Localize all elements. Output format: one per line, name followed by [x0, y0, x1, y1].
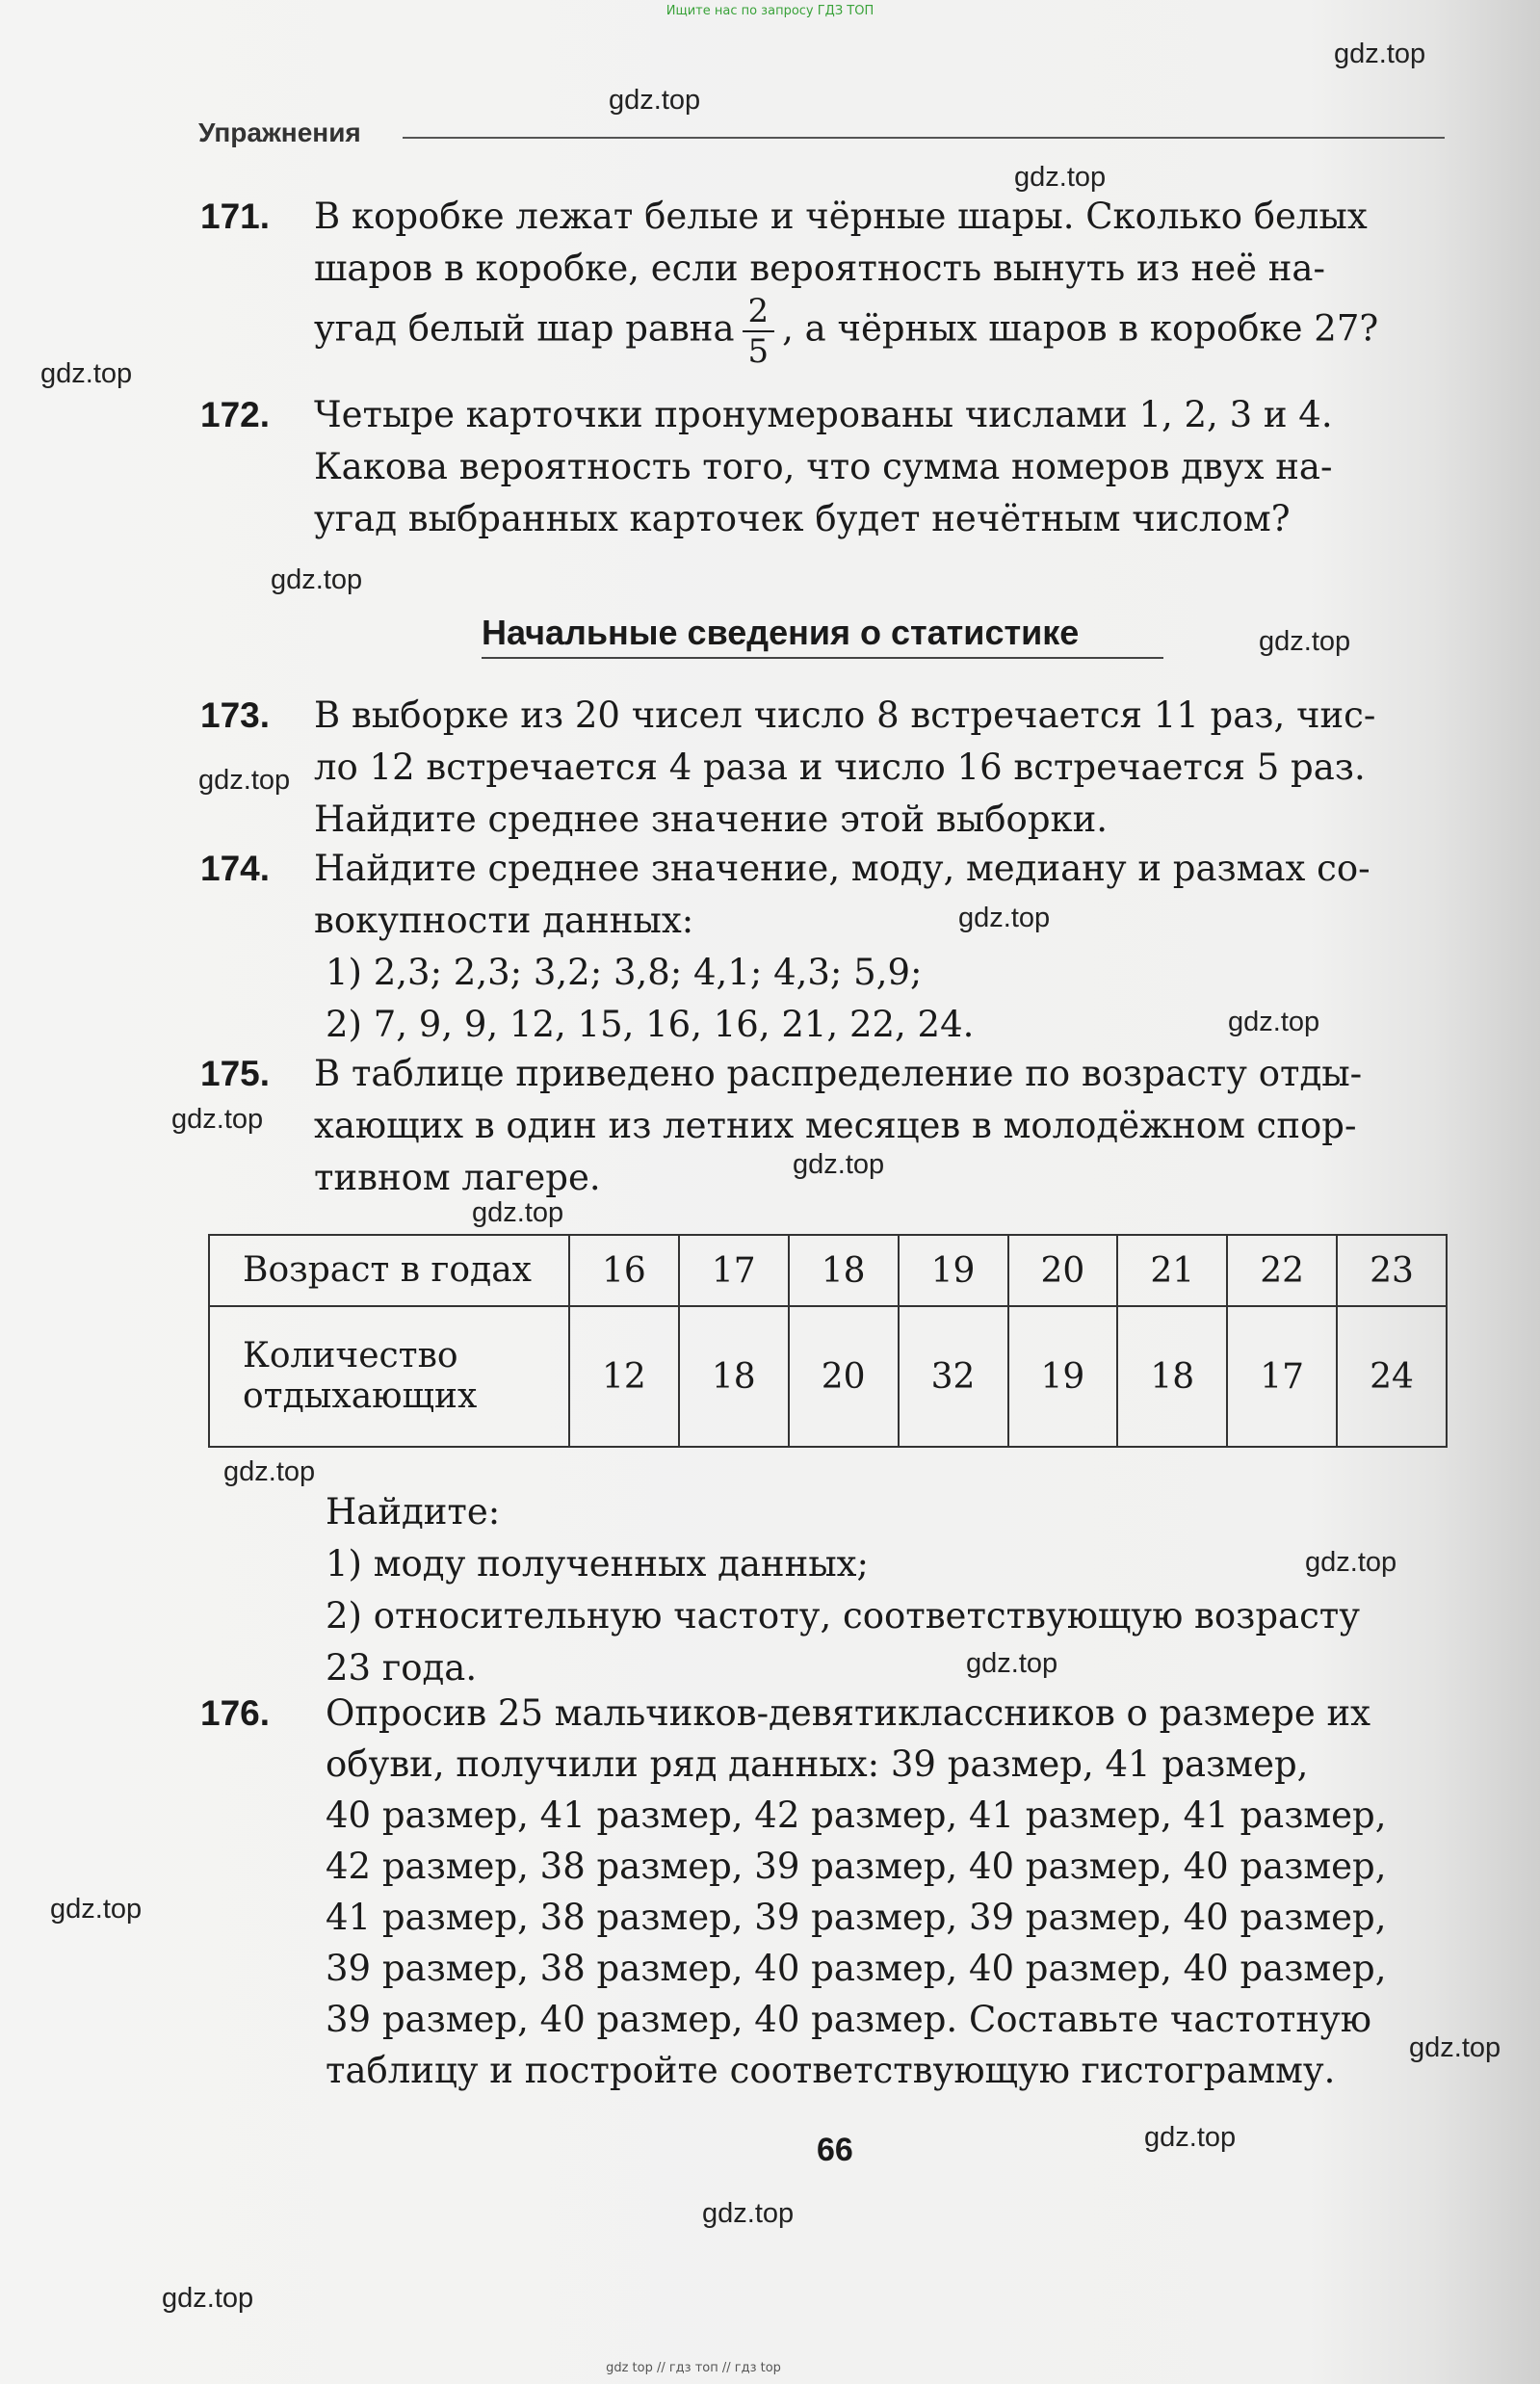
exercise-text-line: хающих в один из летних месяцев в молодёжном спор-	[314, 1105, 1357, 1146]
exercise-172	[200, 389, 1452, 545]
exercise-text-line: 39 размер, 38 размер, 40 размер, 40 размер, 40 размер,	[326, 1948, 1387, 1989]
watermark: gdz.top	[472, 1197, 564, 1228]
exercise-item: 2) 7, 9, 9, 12, 15, 16, 16, 21, 22, 24.	[326, 1004, 975, 1045]
exercise-175	[200, 1048, 1452, 1204]
exercise-text-line: 42 размер, 38 размер, 39 размер, 40 размер, 40 размер,	[326, 1846, 1387, 1887]
table-cell-count: 17	[1227, 1306, 1337, 1447]
top-banner: Ищите нас по запросу ГДЗ ТОП	[666, 4, 874, 18]
exercise-number: 174.	[200, 849, 271, 888]
exercise-text-line: таблицу и постройте соответствующую гистограмму.	[326, 2050, 1336, 2091]
exercise-text-line: угад выбранных карточек будет нечётным числом?	[314, 498, 1291, 539]
watermark: gdz.top	[1144, 2122, 1237, 2153]
watermark: gdz.top	[223, 1456, 316, 1487]
table-cell-age: 21	[1117, 1235, 1227, 1306]
exercise-text-line: Найдите среднее значение, моду, медиану и размах со-	[314, 848, 1370, 889]
exercise-176	[200, 1688, 1452, 2096]
section-title: Начальные сведения о статистике	[482, 613, 1080, 652]
row-header-age: Возраст в годах	[209, 1235, 569, 1306]
table-cell-age: 20	[1008, 1235, 1118, 1306]
exercise-text-line	[314, 292, 1452, 371]
table-cell-count: 12	[569, 1306, 679, 1447]
table-cell-count: 18	[679, 1306, 789, 1447]
table-cell-count: 20	[789, 1306, 899, 1447]
watermark: gdz.top	[966, 1648, 1058, 1679]
exercise-text-line: Найдите:	[326, 1491, 501, 1533]
exercise-175-tasks	[200, 1486, 1452, 1694]
page-number: 66	[817, 2132, 853, 2168]
watermark: gdz.top	[1305, 1547, 1397, 1578]
table-cell-count: 24	[1337, 1306, 1447, 1447]
watermark: gdz.top	[1014, 162, 1107, 193]
exercise-text-line: 41 размер, 38 размер, 39 размер, 39 размер, 40 размер,	[326, 1897, 1387, 1938]
exercise-number: 173.	[200, 695, 271, 735]
row-header-count-line: Количество	[243, 1336, 458, 1376]
exercise-text-line: шаров в коробке, если вероятность вынуть из неё на-	[314, 248, 1325, 289]
watermark: gdz.top	[1409, 2032, 1501, 2063]
exercise-text-line: В выборке из 20 чисел число 8 встречается 11 раз, чис-	[314, 694, 1376, 736]
table-cell-age: 16	[569, 1235, 679, 1306]
exercise-number: 172.	[200, 395, 271, 434]
exercise-174	[200, 843, 1452, 1051]
table-row-counts	[209, 1306, 1447, 1447]
fraction	[743, 292, 775, 371]
exercise-text-line: Найдите среднее значение этой выборки.	[314, 799, 1109, 840]
table-cell-age: 22	[1227, 1235, 1337, 1306]
text-fragment: , а чёрных шаров в коробке 27?	[782, 307, 1379, 350]
watermark: gdz.top	[271, 564, 363, 595]
table-cell-count: 18	[1117, 1306, 1227, 1447]
section-header-label: Упражнения	[198, 118, 361, 147]
watermark: gdz.top	[1334, 39, 1426, 69]
exercise-item: 2) относительную частоту, соответствующую возрасту	[326, 1595, 1361, 1637]
row-header-count	[209, 1306, 569, 1447]
exercise-text-line: В таблице приведено распределение по возрасту отды-	[314, 1053, 1363, 1094]
watermark: gdz.top	[1259, 626, 1351, 657]
table-row-ages	[209, 1235, 1447, 1306]
exercise-number: 175.	[200, 1054, 271, 1093]
watermark: gdz.top	[198, 765, 291, 796]
exercise-text-line: ло 12 встречается 4 раза и число 16 встречается 5 раз.	[314, 747, 1366, 788]
exercise-item: 1) моду полученных данных;	[326, 1543, 870, 1585]
age-distribution-table	[208, 1234, 1448, 1448]
exercise-text-line: тивном лагере.	[314, 1157, 601, 1198]
exercise-text-line: 39 размер, 40 размер, 40 размер. Составьте частотную	[326, 1999, 1371, 2040]
section-rule	[482, 657, 1163, 659]
watermark: gdz.top	[793, 1149, 885, 1180]
exercise-text-line: Четыре карточки пронумерованы числами 1, 2, 3 и 4.	[314, 394, 1333, 435]
exercise-text-line: 40 размер, 41 размер, 42 размер, 41 размер, 41 размер,	[326, 1795, 1387, 1836]
fraction-numerator: 2	[743, 295, 775, 332]
table-cell-count: 19	[1008, 1306, 1118, 1447]
table-cell-age: 19	[899, 1235, 1008, 1306]
exercise-item: 23 года.	[326, 1647, 478, 1689]
exercise-text-line: Какова вероятность того, что сумма номеров двух на-	[314, 446, 1333, 487]
watermark: gdz.top	[50, 1894, 143, 1925]
row-header-count-line: отдыхающих	[243, 1376, 478, 1417]
watermark: gdz.top	[609, 85, 701, 116]
watermark: gdz.top	[702, 2198, 795, 2229]
table-cell-age: 17	[679, 1235, 789, 1306]
exercise-text-line: вокупности данных:	[314, 900, 694, 941]
text-fragment: угад белый шар равна	[314, 307, 735, 350]
exercise-173	[200, 690, 1452, 846]
exercise-number: 176.	[200, 1693, 271, 1733]
table-cell-age: 23	[1337, 1235, 1447, 1306]
exercise-text-line: обуви, получили ряд данных: 39 размер, 41 размер,	[326, 1743, 1309, 1785]
table-cell-count: 32	[899, 1306, 1008, 1447]
watermark: gdz.top	[40, 358, 133, 389]
exercise-text-line: В коробке лежат белые и чёрные шары. Сколько белых	[314, 196, 1368, 237]
exercise-number: 171.	[200, 196, 271, 236]
bottom-banner: gdz top // гдз топ // гдз top	[606, 2361, 781, 2375]
table-cell-age: 18	[789, 1235, 899, 1306]
exercise-text-line: Опросив 25 мальчиков-девятиклассников о размере их	[326, 1692, 1371, 1734]
watermark: gdz.top	[171, 1104, 264, 1135]
watermark: gdz.top	[1228, 1007, 1320, 1037]
watermark: gdz.top	[958, 903, 1051, 933]
fraction-denominator: 5	[747, 332, 770, 371]
exercise-item: 1) 2,3; 2,3; 3,2; 3,8; 4,1; 4,3; 5,9;	[326, 952, 923, 993]
header-rule	[403, 137, 1445, 139]
watermark: gdz.top	[162, 2283, 254, 2314]
exercise-171	[200, 191, 1452, 371]
